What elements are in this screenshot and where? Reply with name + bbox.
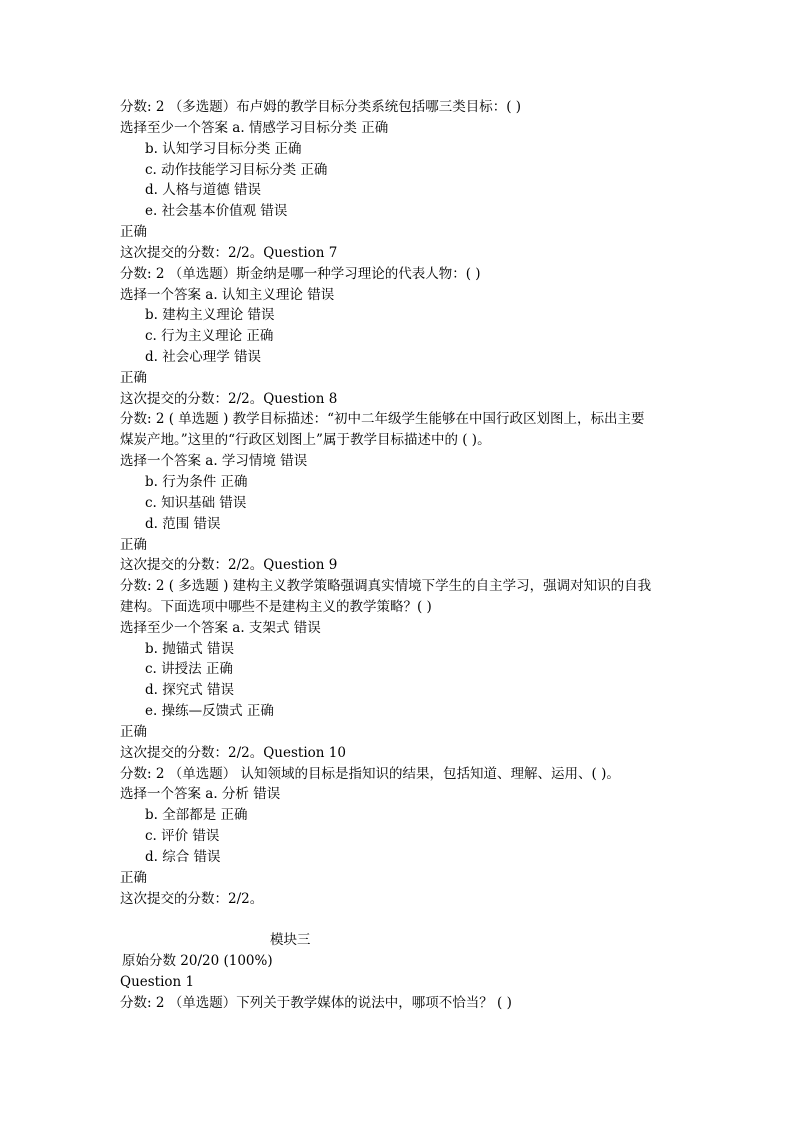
q6-option-c: c. 动作技能学习目标分类 正确 [145, 162, 328, 178]
q8-stem-line2: 煤炭产地。”这里的“行政区划图上”属于教学目标描述中的 ( )。 [120, 432, 491, 448]
q10-result: 正确 [120, 870, 147, 886]
q7-result: 正确 [120, 370, 147, 386]
q9-score: 这次提交的分数：2/2。Question 10 [120, 745, 346, 761]
q8-option-a: 选择一个答案 a. 学习情境 错误 [120, 453, 308, 469]
q8-option-b: b. 行为条件 正确 [145, 474, 248, 490]
q9-option-c: c. 讲授法 正确 [145, 661, 233, 677]
q9-result: 正确 [120, 724, 147, 740]
q6-option-e: e. 社会基本价值观 错误 [145, 203, 288, 219]
question-1-label: Question 1 [120, 974, 195, 990]
q8-score: 这次提交的分数：2/2。Question 9 [120, 557, 338, 573]
q10-option-b: b. 全部都是 正确 [145, 807, 248, 823]
m3-q1-stem: 分数: 2 （单选题）下列关于教学媒体的说法中，哪项不恰当？ ( ) [120, 995, 512, 1011]
q9-option-e: e. 操练—反馈式 正确 [145, 703, 274, 719]
q10-score: 这次提交的分数：2/2。 [120, 891, 264, 907]
q6-option-a: 选择至少一个答案 a. 情感学习目标分类 正确 [120, 120, 389, 136]
q8-option-c: c. 知识基础 错误 [145, 495, 247, 511]
raw-score: 原始分数 20/20 (100%) [122, 953, 273, 969]
q7-stem: 分数: 2 （单选题）斯金纳是哪一种学习理论的代表人物：( ) [120, 266, 481, 282]
q10-option-d: d. 综合 错误 [145, 849, 221, 865]
q9-option-b: b. 抛锚式 错误 [145, 641, 235, 657]
q8-result: 正确 [120, 537, 147, 553]
q9-option-a: 选择至少一个答案 a. 支架式 错误 [120, 620, 321, 636]
q9-option-d: d. 探究式 错误 [145, 682, 235, 698]
q7-option-a: 选择一个答案 a. 认知主义理论 错误 [120, 287, 335, 303]
q6-score: 这次提交的分数：2/2。Question 7 [120, 245, 338, 261]
q10-stem: 分数: 2 （单选题） 认知领域的目标是指知识的结果，包括知道、理解、运用、( )。 [120, 766, 620, 782]
q7-option-b: b. 建构主义理论 错误 [145, 307, 275, 323]
q6-result: 正确 [120, 224, 147, 240]
q7-option-c: c. 行为主义理论 正确 [145, 328, 274, 344]
q8-stem-line1: 分数: 2 ( 单选题 ) 教学目标描述：“初中二年级学生能够在中国行政区划图上，标出主要 [120, 411, 645, 427]
q6-option-d: d. 人格与道德 错误 [145, 182, 262, 198]
q10-option-a: 选择一个答案 a. 分析 错误 [120, 786, 281, 802]
module-heading: 模块三 [270, 932, 311, 948]
q9-stem-line1: 分数: 2 ( 多选题 ) 建构主义教学策略强调真实情境下学生的自主学习，强调对知识的自我 [120, 578, 652, 594]
q8-option-d: d. 范围 错误 [145, 516, 221, 532]
q6-option-b: b. 认知学习目标分类 正确 [145, 141, 302, 157]
q9-stem-line2: 建构。下面选项中哪些不是建构主义的教学策略？( ) [120, 599, 432, 615]
q10-option-c: c. 评价 错误 [145, 828, 220, 844]
q7-score: 这次提交的分数：2/2。Question 8 [120, 391, 338, 407]
q6-stem: 分数: 2 （多选题）布卢姆的教学目标分类系统包括哪三类目标：( ) [120, 99, 522, 115]
q7-option-d: d. 社会心理学 错误 [145, 349, 262, 365]
